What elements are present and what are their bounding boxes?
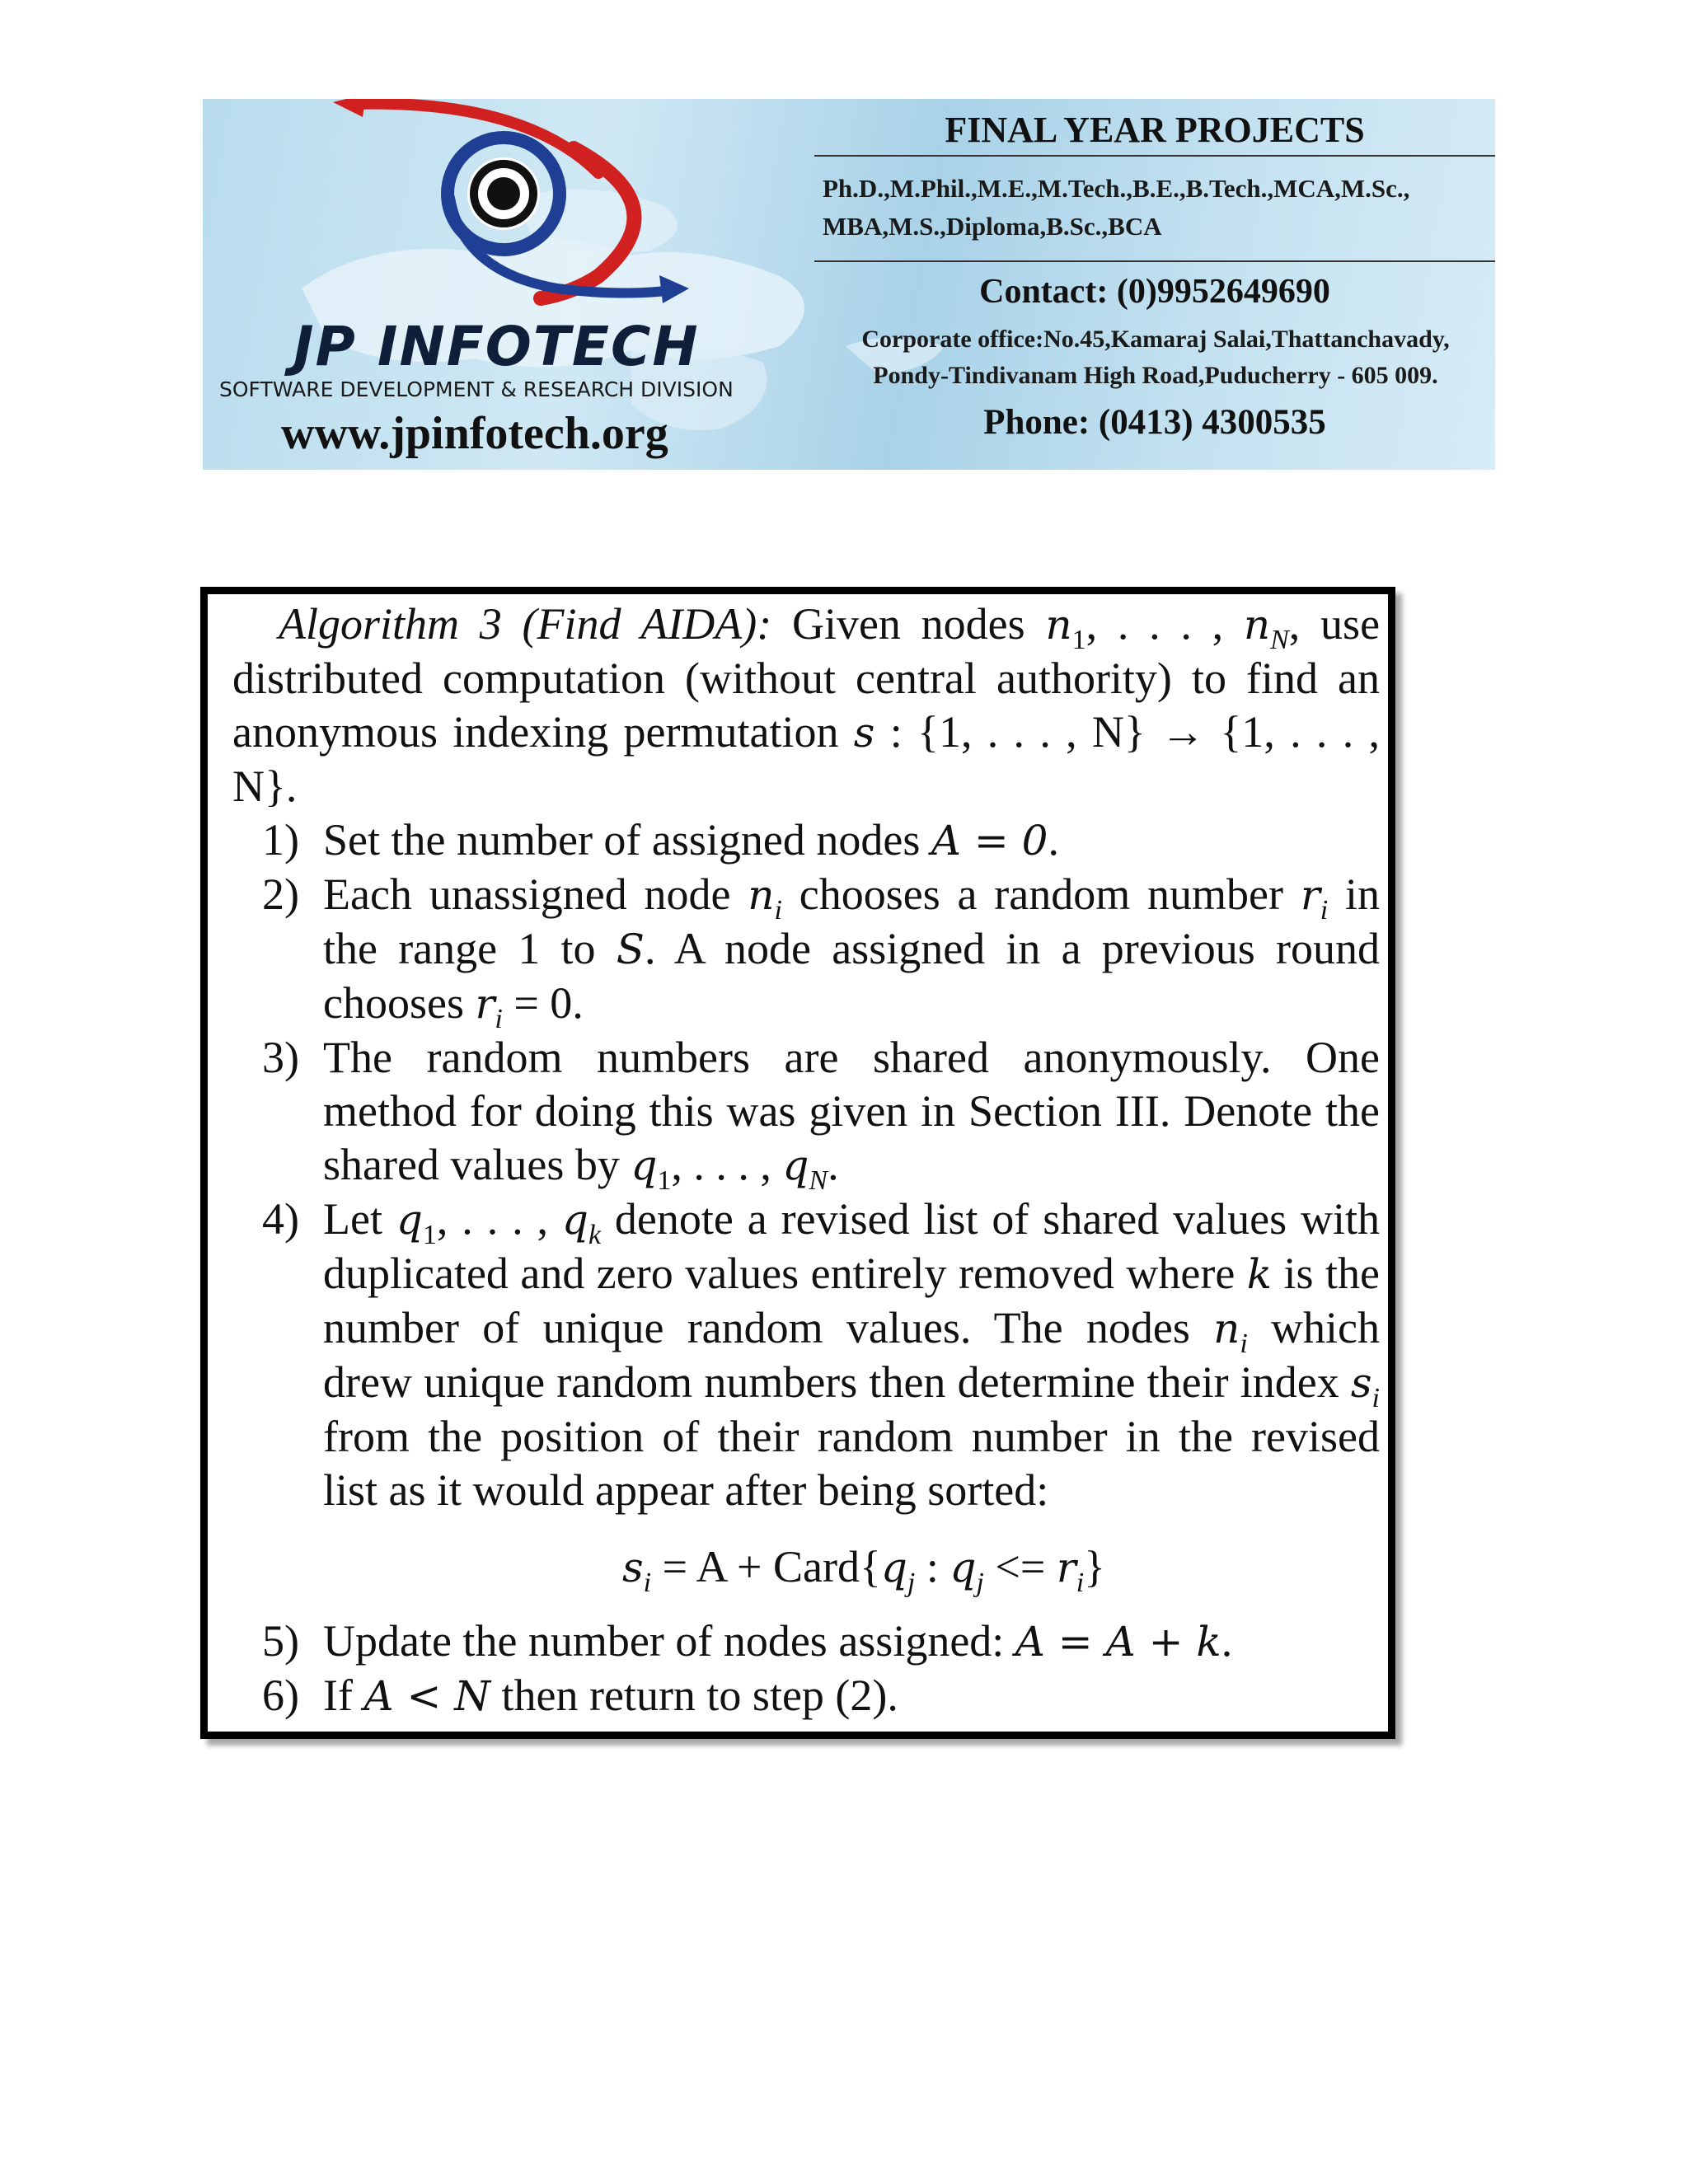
algorithm-box xyxy=(200,587,1395,1739)
banner-info-panel xyxy=(814,99,1495,470)
step-number: 3) xyxy=(262,1033,299,1082)
step-number: 5) xyxy=(262,1616,299,1666)
algorithm-intro: Algorithm 3 (Find AIDA): Given nodes $n_1$, . . . , $n_N$, use distributed computation (without central authority) to find an anonymous indexing permutation s : {1, . . . , N} → {1, . . . , N}. xyxy=(232,599,1381,811)
step-text: Each unassigned node xyxy=(323,869,748,919)
header-banner xyxy=(203,99,1495,470)
math-symbol: S xyxy=(616,926,645,973)
step-text: . xyxy=(1048,815,1059,865)
list-item: 4) Let $q_1$, . . . , $q_k$ denote a revised list of shared values with duplicated and zero values entirely removed where k is the number of unique random values. The nodes $n_i$ which drew unique random numbers then determine their index $s_i$ from the position of their random number in the revised list as it would appear after being sorted: $s_i = A$ + $Card\{q_j$ : $q_j <= r_i$} xyxy=(262,1194,1380,1598)
step-text: which drew unique random numbers then determine their index xyxy=(323,1303,1380,1407)
algorithm-text xyxy=(232,598,1380,1723)
divider xyxy=(814,260,1495,262)
formula-text: <= xyxy=(983,1542,1057,1591)
brand-division: SOFTWARE DEVELOPMENT & RESEARCH DIVISION xyxy=(219,377,734,401)
step-text: denote a revised list of shared values with duplicated and zero values entirely removed where xyxy=(323,1194,1380,1298)
step-text: If xyxy=(323,1671,364,1720)
degrees-line: MBA,M.S.,Diploma,B.Sc.,BCA xyxy=(823,212,1162,241)
intro-text: , use distributed computation (without central authority) to find an anonymous indexing permutation xyxy=(232,599,1381,757)
intro-text: Given nodes xyxy=(791,599,1046,649)
step-number: 1) xyxy=(262,815,299,865)
address-line: Corporate office:No.45,Kamaraj Salai,Thattanchavady, xyxy=(861,326,1450,353)
list-item: 2) Each unassigned node $n_i$ chooses a random number $r_i$ in the range 1 to S. A node assigned in a previous round chooses $r_i = 0$. xyxy=(262,869,1380,1034)
banner-title: FINAL YEAR PROJECTS xyxy=(945,110,1365,150)
step-text: is the number of unique random values. The nodes xyxy=(323,1249,1380,1352)
step-text: . A node assigned in a previous round chooses xyxy=(323,924,1380,1028)
step-text: . xyxy=(1221,1616,1233,1666)
office-address xyxy=(819,321,1492,394)
list-item: 3) The random numbers are shared anonymously. One method for doing this was given in Section III. Denote the shared values by $q_1$, . . . , $q_N$. xyxy=(262,1033,1380,1196)
step-number: 2) xyxy=(262,869,299,919)
math-expression: = 0 xyxy=(502,978,573,1028)
phone-number: Phone: (0413) 4300535 xyxy=(983,403,1326,442)
algorithm-steps xyxy=(232,813,1380,1723)
step-text: . xyxy=(828,1140,839,1189)
formula-text: = A + Card{ xyxy=(651,1542,881,1591)
step-text: . xyxy=(572,978,584,1028)
formula-text: : xyxy=(915,1542,950,1591)
brand-name: JP INFOTECH xyxy=(293,315,700,378)
math-symbol: s xyxy=(853,709,875,757)
step-number: 6) xyxy=(262,1671,299,1720)
math-expression: A = A + k xyxy=(1015,1618,1221,1666)
step-text: then return to step (2). xyxy=(490,1671,898,1720)
math-expression: A = 0 xyxy=(931,817,1048,865)
intro-text: : {1, . . . , N} → {1, . . . , N}. xyxy=(232,707,1380,811)
step-text: from the position of their random number in the revised list as it would appear after being sorted: xyxy=(323,1412,1380,1515)
list-item xyxy=(232,1669,1380,1723)
step-text: Set the number of assigned nodes xyxy=(323,815,931,865)
step-text: The random numbers are shared anonymously. One method for doing this was given in Section III. Denote the shared values by xyxy=(323,1033,1380,1189)
math-expression: A < N xyxy=(363,1672,491,1720)
step-number: 4) xyxy=(262,1194,299,1244)
step-text: in the range 1 to xyxy=(323,869,1380,973)
website-link[interactable]: www.jpinfotech.org xyxy=(281,408,668,459)
address-line: Pondy-Tindivanam High Road,Puducherry - 605 009. xyxy=(873,362,1438,389)
contact-number: Contact: (0)9952649690 xyxy=(979,273,1330,311)
step-text: Let xyxy=(323,1194,396,1244)
divider xyxy=(814,155,1495,157)
list-item xyxy=(232,813,1380,868)
algorithm-title: Algorithm 3 (Find AIDA): xyxy=(279,599,772,649)
list-item xyxy=(232,1615,1380,1669)
math-symbol: k xyxy=(1246,1250,1273,1298)
step-text: Update the number of nodes assigned: xyxy=(323,1616,1015,1666)
card-formula: $s_i = A$ + $Card\{q_j$ : $q_j <= r_i$} xyxy=(621,1542,1106,1598)
step-text: chooses a random number xyxy=(781,869,1301,919)
degrees-list xyxy=(823,170,1482,246)
degrees-line: Ph.D.,M.Phil.,M.E.,M.Tech.,B.E.,B.Tech.,MCA,M.Sc., xyxy=(823,174,1410,203)
